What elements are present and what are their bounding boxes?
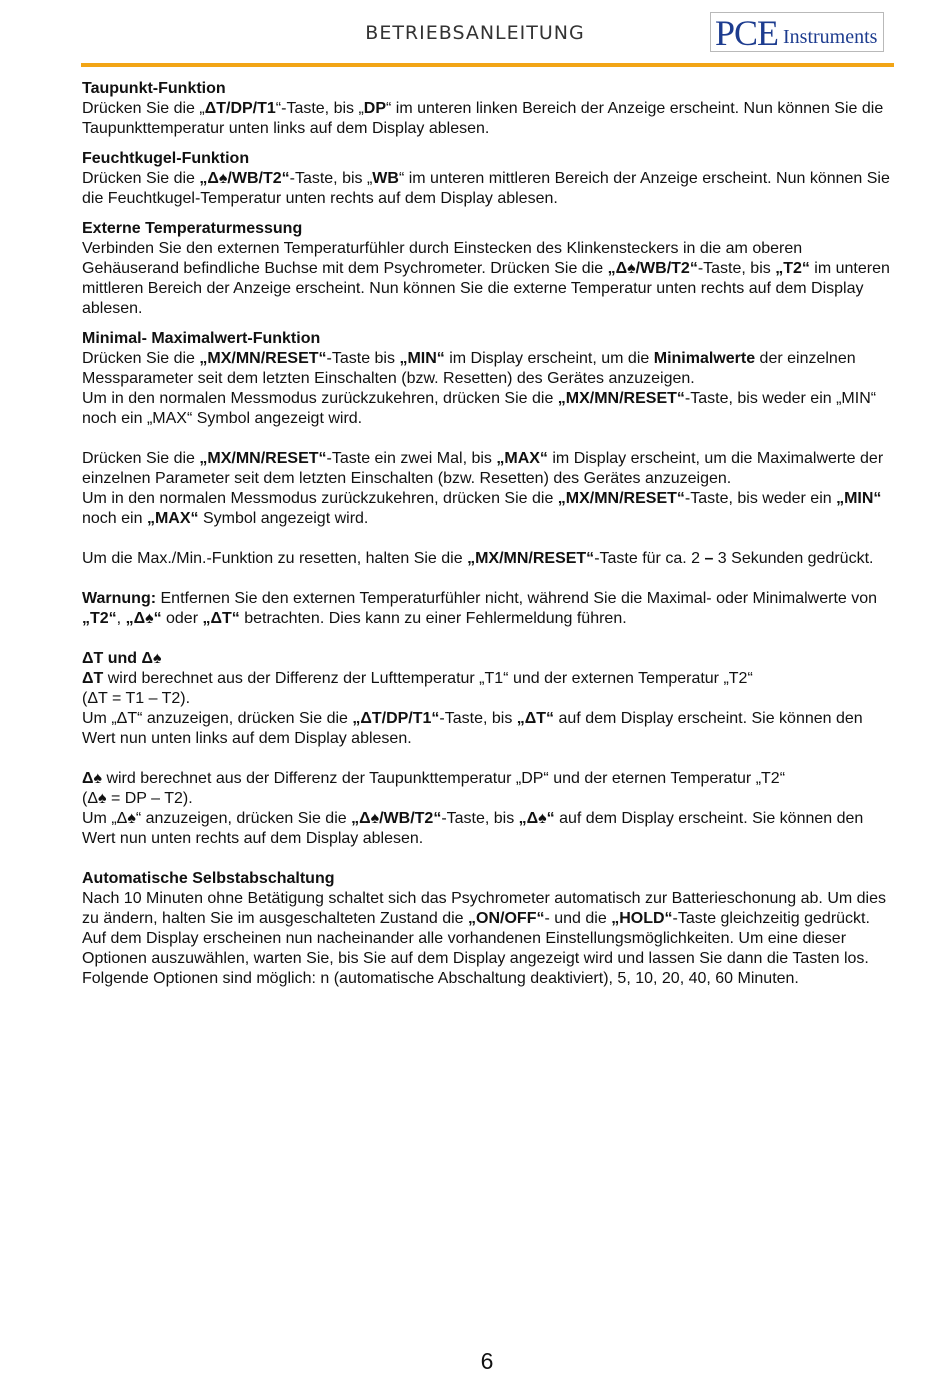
section-heading-feuchtkugel: Feuchtkugel-Funktion bbox=[82, 150, 250, 167]
extern-paragraph: Verbinden Sie den externen Temperaturfühler durch Einstecken des Klinkensteckers in die am oberen Gehäuserand befindliche Buchse mit dem Psychrometer. Drücken Sie die „Δ♠/WB/T2“-Taste, bis „T2“ im unteren mittleren Bereich der Anzeige erscheint. Nun können Sie die externe Temperatur unten rechts auf dem Display ablesen. bbox=[82, 240, 890, 317]
section-heading-delta: ΔT und Δ♠ bbox=[82, 650, 162, 667]
section-heading-taupunkt: Taupunkt-Funktion bbox=[82, 80, 226, 97]
delta-t-definition: ΔT wird berechnet aus der Differenz der Lufttemperatur „T1“ und der externen Temperatur „T2“ bbox=[82, 670, 753, 687]
section-heading-minmax: Minimal- Maximalwert-Funktion bbox=[82, 330, 321, 347]
warning-label: Warnung: bbox=[82, 590, 157, 607]
minmax-paragraph-1: Drücken Sie die „MX/MN/RESET“-Taste bis „MIN“ im Display erscheint, um die Minimalwerte der einzelnen Messparameter seit dem letzten Einschalten (bzw. Resetten) des Gerätes anzuzeigen. bbox=[82, 350, 856, 387]
logo-word: Instruments bbox=[783, 26, 878, 48]
page-number: 6 bbox=[480, 1348, 494, 1374]
warning-paragraph: Warnung: Entfernen Sie den externen Temperaturfühler nicht, während Sie die Maximal- oder Minimalwerte von „T2“, „Δ♠“ oder „ΔT“ betrachten. Dies kann zu einer Fehlermeldung führen. bbox=[82, 590, 878, 627]
delta-dp-definition: Δ♠ wird berechnet aus der Differenz der Taupunkttemperatur „DP“ und der eternen Temperatur „T2“ bbox=[82, 770, 786, 787]
logo-brand: PCE bbox=[715, 13, 779, 53]
minmax-paragraph-3: Drücken Sie die „MX/MN/RESET“-Taste ein zwei Mal, bis „MAX“ im Display erscheint, um die Maximalwerte der einzelnen Parameter seit dem letzten Einschalten (bzw. Resetten) des Gerätes anzuzeigen. bbox=[82, 450, 884, 487]
feuchtkugel-paragraph: Drücken Sie die „Δ♠/WB/T2“-Taste, bis „WB“ im unteren mittleren Bereich der Anzeige erscheint. Nun können Sie die Feuchtkugel-Temperatur unten rechts auf dem Display ablesen. bbox=[82, 170, 890, 207]
minmax-paragraph-2: Um in den normalen Messmodus zurückzukehren, drücken Sie die „MX/MN/RESET“-Taste, bis weder ein „MIN“ noch ein „MAX“ Symbol angezeigt wird. bbox=[82, 390, 877, 427]
header-rule bbox=[81, 63, 894, 67]
auto-off-paragraph: Nach 10 Minuten ohne Betätigung schaltet sich das Psychrometer automatisch zur Batterieschonung ab. Um dies zu ändern, halten Sie im ausgeschalteten Zustand die „ON/OFF“- und die „HOLD“-Taste gleichzeitig gedrückt. Auf dem Display erscheinen nun nacheinander alle vorhandenen Einstellungsmöglichkeiten. Um eine dieser Optionen auszuwählen, warten Sie, bis Sie auf dem Display angezeigt wird und lassen Sie dann die Tasten los. bbox=[82, 890, 886, 967]
minmax-paragraph-5: Um die Max./Min.-Funktion zu resetten, halten Sie die „MX/MN/RESET“-Taste für ca. 2 – 3 Sekunden gedrückt. bbox=[82, 550, 874, 567]
taupunkt-paragraph: Drücken Sie die „ΔT/DP/T1“-Taste, bis „DP“ im unteren linken Bereich der Anzeige erscheint. Nun können Sie die Taupunkttemperatur unten links auf dem Display ablesen. bbox=[82, 100, 884, 137]
pce-instruments-logo bbox=[710, 12, 884, 52]
document-header-title: BETRIEBSANLEITUNG bbox=[365, 22, 585, 44]
section-heading-auto-off: Automatische Selbstabschaltung bbox=[82, 870, 335, 887]
section-heading-extern: Externe Temperaturmessung bbox=[82, 220, 303, 237]
delta-dp-instructions: Um „Δ♠“ anzuzeigen, drücken Sie die „Δ♠/WB/T2“-Taste, bis „Δ♠“ auf dem Display erscheint. Sie können den Wert nun unten rechts auf dem Display ablesen. bbox=[82, 810, 864, 847]
document-body bbox=[82, 79, 897, 989]
delta-t-formula: (ΔT = T1 – T2). bbox=[82, 690, 191, 707]
delta-dp-formula: (Δ♠ = DP – T2). bbox=[82, 790, 193, 807]
minmax-paragraph-4: Um in den normalen Messmodus zurückzukehren, drücken Sie die „MX/MN/RESET“-Taste, bis weder ein „MIN“ noch ein „MAX“ Symbol angezeigt wird. bbox=[82, 490, 882, 527]
delta-t-instructions: Um „ΔT“ anzuzeigen, drücken Sie die „ΔT/DP/T1“-Taste, bis „ΔT“ auf dem Display erscheint. Sie können den Wert nun unten links auf dem Display ablesen. bbox=[82, 710, 863, 747]
auto-off-options: Folgende Optionen sind möglich: n (automatische Abschaltung deaktiviert), 5, 10, 20, 40, 60 Minuten. bbox=[82, 970, 799, 987]
